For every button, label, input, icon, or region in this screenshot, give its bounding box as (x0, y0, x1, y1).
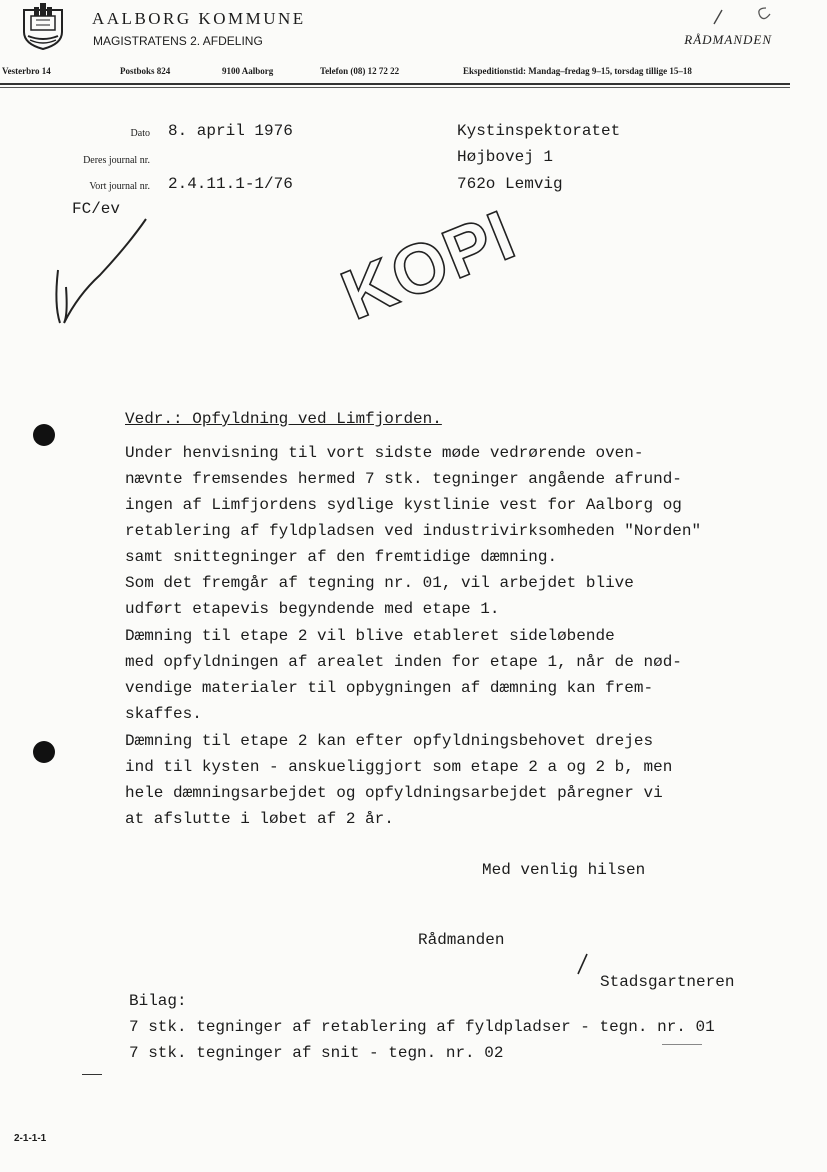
body-line: hele dæmningsarbejdet og opfyldningsarbejdet påregner vi (125, 784, 663, 802)
body-line: Dæmning til etape 2 vil blive etableret sideløbende (125, 627, 615, 645)
department-office: RÅDMANDEN (684, 32, 772, 47)
kopi-stamp (320, 195, 527, 335)
body-line: Dæmning til etape 2 kan efter opfyldningsbehovet drejes (125, 732, 654, 750)
address-street: Vesterbro 14 (2, 66, 51, 76)
body-line: ind til kysten - anskueliggjort som etape 2 a og 2 b, men (125, 758, 673, 776)
date-value: 8. april 1976 (168, 122, 293, 140)
date-label: Dato (130, 128, 150, 139)
body-line: med opfyldningen af arealet inden for etape 1, når de nød- (125, 653, 682, 671)
recipient-name: Kystinspektoratet (457, 122, 621, 140)
aalborg-coat-of-arms-icon (18, 2, 68, 50)
enclosure-item: 7 stk. tegninger af snit - tegn. nr. 02 (129, 1044, 504, 1062)
punch-hole (33, 741, 55, 763)
author-initials: FC/ev (72, 200, 121, 218)
their-ref-label: Deres journal nr. (83, 155, 150, 166)
signature-slash-icon (575, 952, 591, 976)
recipient-city: 762o Lemvig (457, 175, 563, 193)
closing-greeting: Med venlig hilsen (482, 861, 646, 879)
signer-title: Rådmanden (418, 931, 505, 949)
body-line: vendige materialer til opbygningen af dæmning kan frem- (125, 679, 654, 697)
recipient-street: Højbovej 1 (457, 148, 554, 166)
body-line: Som det fremgår af tegning nr. 01, vil arbejdet blive (125, 574, 634, 592)
body-line: ingen af Limfjordens sydlige kystlinie vest for Aalborg og (125, 496, 682, 514)
body-line: nævnte fremsendes hermed 7 stk. tegninger angående afrund- (125, 470, 682, 488)
body-line: udført etapevis begyndende med etape 1. (125, 600, 500, 618)
kopi-stamp-text: KOPI (331, 195, 527, 335)
body-line: at afslutte i løbet af 2 år. (125, 810, 394, 828)
handwritten-initials-icon (48, 215, 158, 325)
page-code: 2-1-1-1 (14, 1133, 47, 1144)
body-line: Under henvisning til vort sidste møde vedrørende oven- (125, 444, 644, 462)
punch-hole (33, 424, 55, 446)
letter-subject: Vedr.: Opfyldning ved Limfjorden. (125, 410, 442, 428)
our-ref-value: 2.4.11.1-1/76 (168, 175, 293, 193)
our-ref-label: Vort journal nr. (89, 181, 150, 192)
enclosure-item: 7 stk. tegninger af retablering af fyldpladser - tegn. nr. 01 (129, 1018, 715, 1036)
office-hours: Ekspeditionstid: Mandag–fredag 9–15, torsdag tillige 15–18 (463, 66, 692, 76)
address-city: 9100 Aalborg (222, 66, 274, 76)
address-phone: Telefon (08) 12 72 22 (320, 66, 400, 76)
header-rule-thin (0, 87, 790, 88)
handwritten-marks-icon (700, 2, 780, 28)
margin-mark (82, 1074, 102, 1075)
co-signer: Stadsgartneren (600, 973, 735, 991)
margin-mark (662, 1044, 702, 1045)
address-postbox: Postboks 824 (120, 66, 171, 76)
body-line: retablering af fyldpladsen ved industrivirksomheden "Norden" (125, 522, 702, 540)
body-line: samt snittegninger af den fremtidige dæmning. (125, 548, 558, 566)
body-line: skaffes. (125, 705, 202, 723)
enclosures-label: Bilag: (129, 992, 187, 1010)
organization-name: AALBORG KOMMUNE (92, 9, 306, 28)
header-rule (0, 83, 790, 85)
department-name: MAGISTRATENS 2. AFDELING (93, 34, 263, 48)
